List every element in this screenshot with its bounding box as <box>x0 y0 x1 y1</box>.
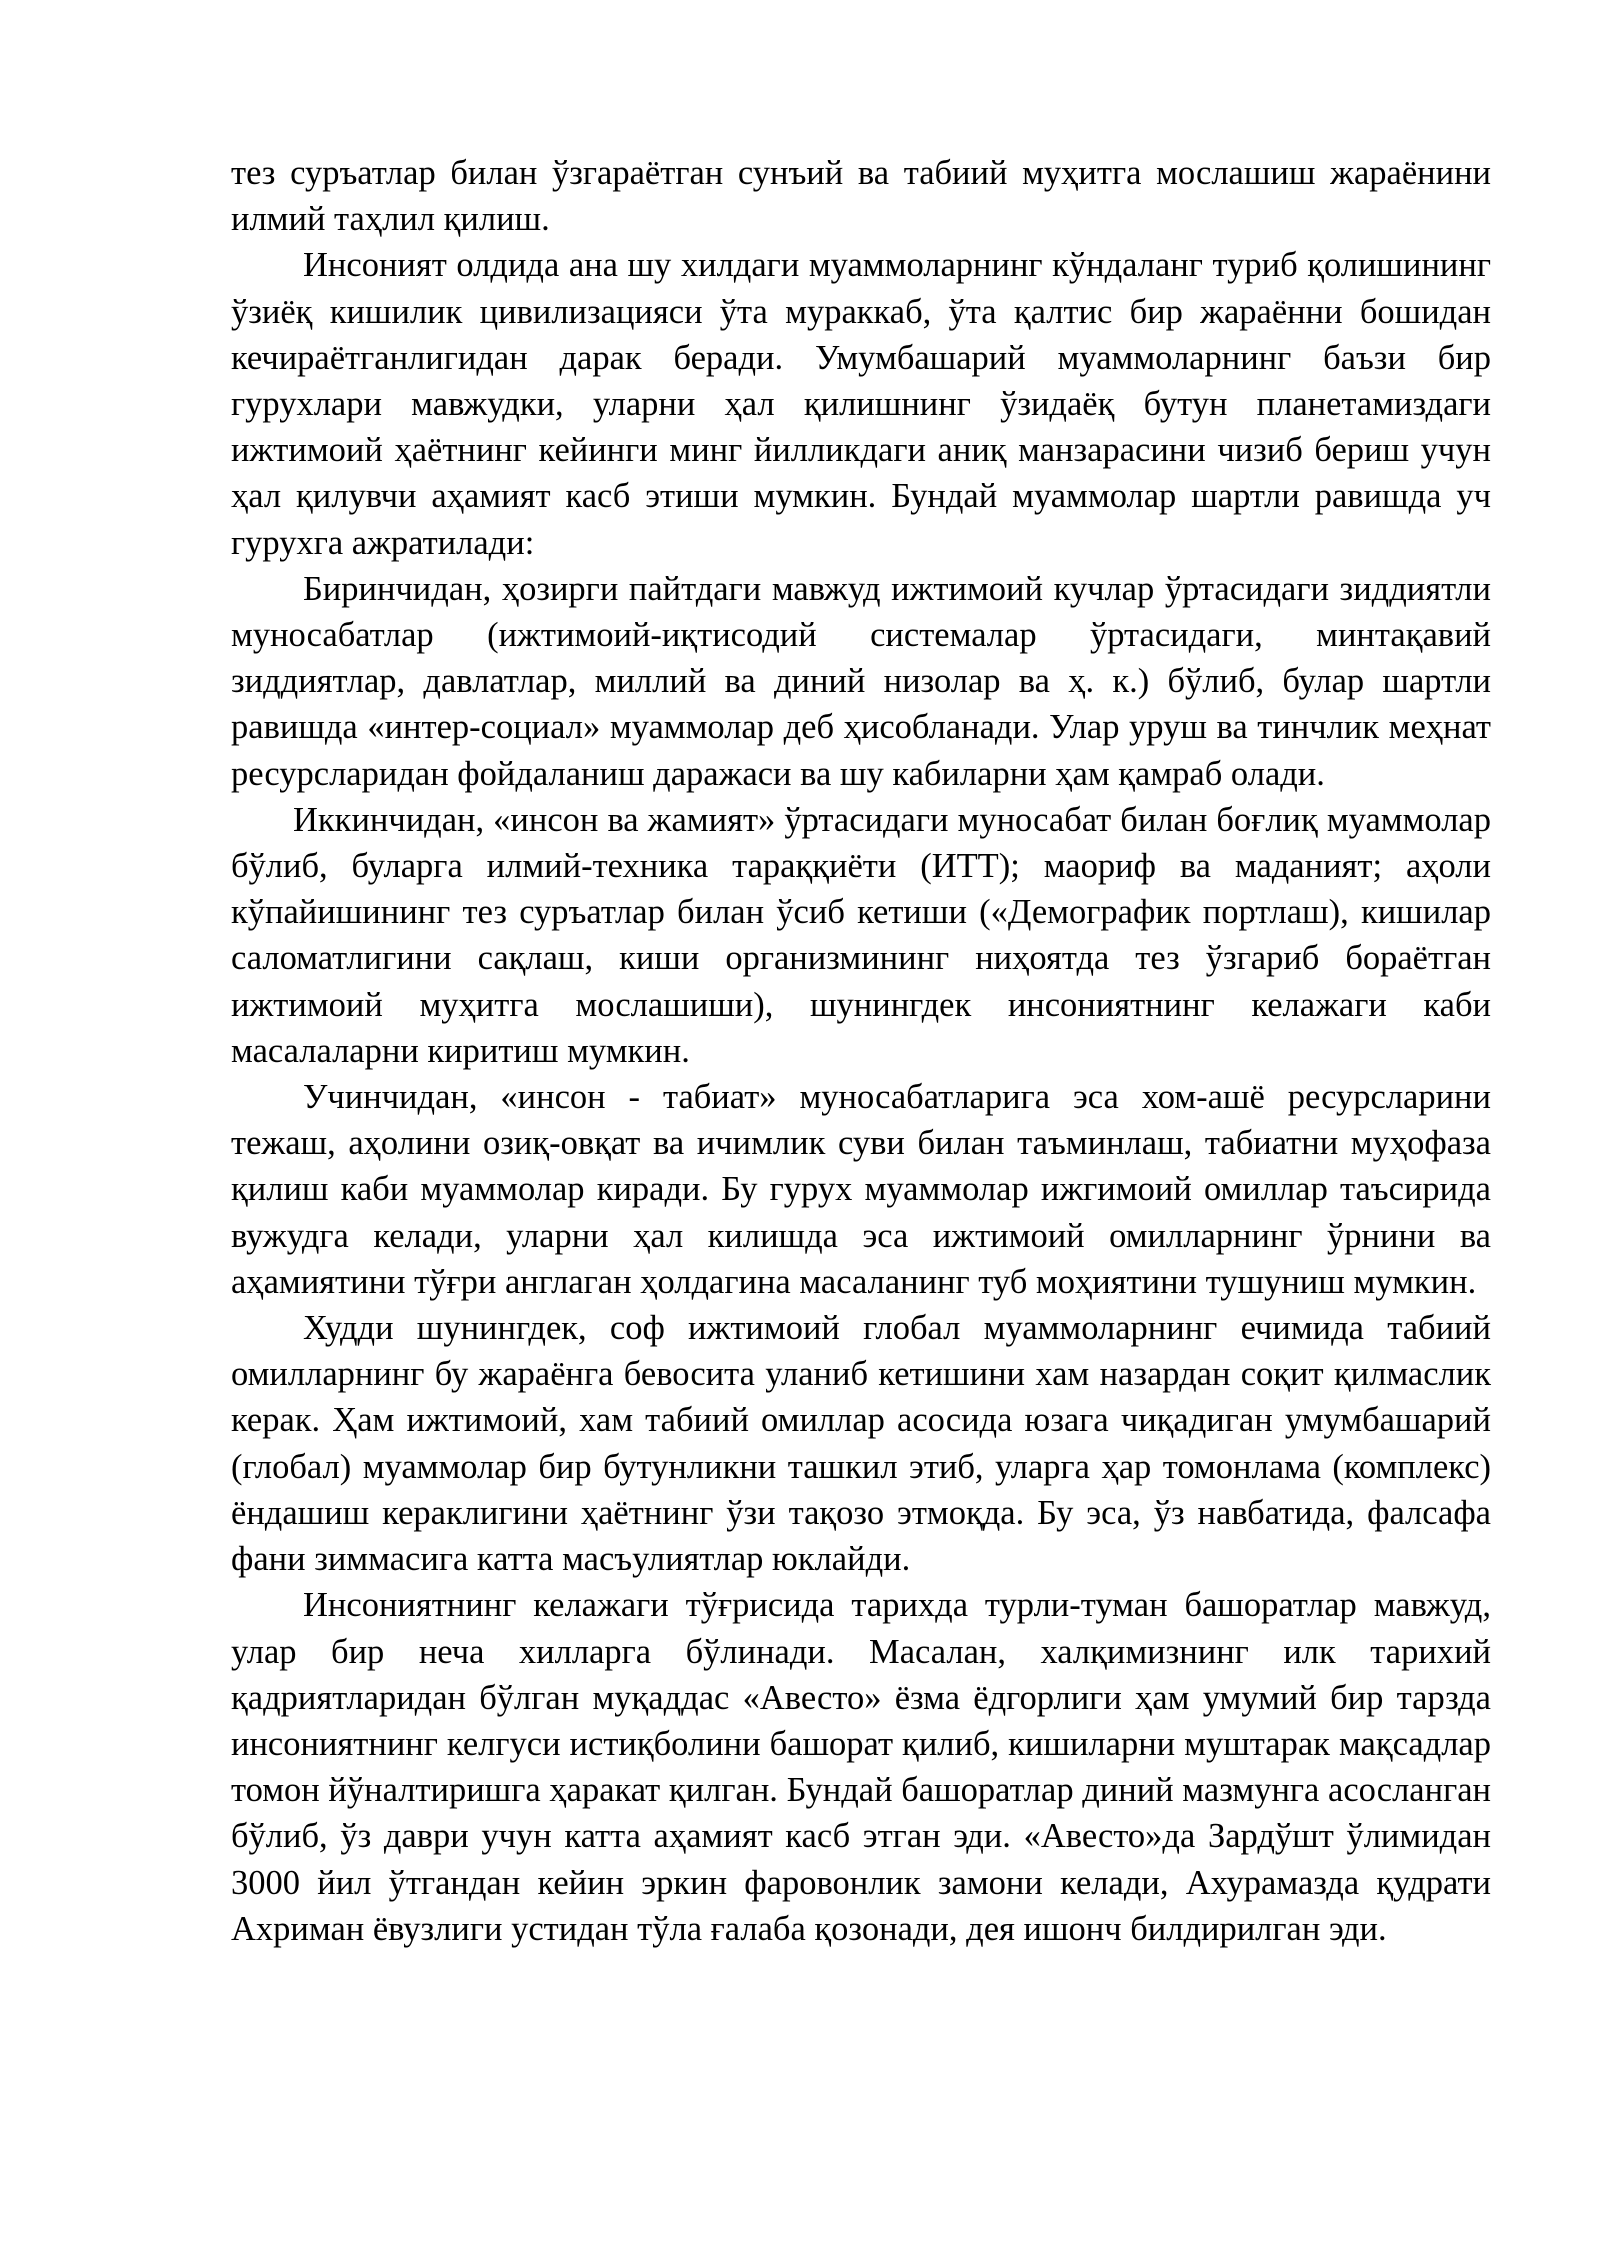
paragraph-1: тез суръатлар билан ўзгараётган сунъий ва табиий муҳитга мослашиш жараёнини илмий таҳлил қилиш. <box>231 154 1491 239</box>
paragraph-2: Инсоният олдида ана шу хилдаги муаммоларнинг кўндаланг туриб қолишининг ўзиёқ кишилик цивилизацияси ўта мураккаб, ўта қалтис бир жараённи бошидан кечираётганлигидан дарак беради. Умумбашарий муаммоларнинг баъзи бир гурухлари мавжудки, уларни ҳал қилишнинг ўзидаёқ бутун планетамиздаги ижтимоий ҳаётнинг кейинги минг йилликдаги аниқ манзарасини чизиб бериш учун ҳал қилувчи аҳамият касб этиши мумкин. Бундай муаммолар шартли равишда уч гурухга ажратилади: <box>231 246 1491 562</box>
paragraph-6: Худди шунингдек, соф ижтимоий глобал муаммоларнинг ечимида табиий омилларнинг бу жараёнга бевосита уланиб кетишини хам назардан соқит қилмаслик керак. Ҳам ижтимоий, хам табиий омиллар асосида юзага чиқадиган умумбашарий (глобал) муаммолар бир бутунликни ташкил этиб, уларга ҳар томонлама (комплекс) ёндашиш кераклигини ҳаётнинг ўзи тақозо этмоқда. Бу эса, ўз навбатида, фалсафа фани зиммасига катта масъулиятлар юклайди. <box>231 1309 1491 1579</box>
document-body <box>231 150 1491 1952</box>
paragraph-5: Учинчидан, «инсон - табиат» муносабатларига эса хом-ашё ресурсларини тежаш, аҳолини озиқ-овқат ва ичимлик суви билан таъминлаш, табиатни муҳофаза қилиш каби муаммолар киради. Бу гурух муаммолар ижгимоий омиллар таъсирида вужудга келади, уларни ҳал килишда эса ижтимоий омилларнинг ўрнини ва аҳамиятини тўғри англаган ҳолдагина масаланинг туб моҳиятини тушуниш мумкин. <box>231 1078 1491 1301</box>
paragraph-3: Биринчидан, ҳозирги пайтдаги мавжуд ижтимоий кучлар ўртасидаги зиддиятли муносабатлар (ижтимоий-иқтисодий системалар ўртасидаги, минтақавий зиддиятлар, давлатлар, миллий ва диний низолар ва ҳ. к.) бўлиб, булар шартли равишда «интер-социал» муаммолар деб ҳисобланади. Улар уруш ва тинчлик меҳнат ресурсларидан фойдаланиш даражаси ва шу кабиларни ҳам қамраб олади. <box>231 569 1491 793</box>
paragraph-4: Иккинчидан, «инсон ва жамият» ўртасидаги муносабат билан боғлиқ муаммолар бўлиб, буларга илмий-техника тараққиёти (ИТТ); маориф ва маданият; аҳоли кўпайишининг тез суръатлар билан ўсиб кетиши («Демографик портлаш), кишилар саломатлигини сақлаш, киши организмининг ниҳоятда тез ўзгариб бораётган ижтимоий муҳитга мослашиши), шунингдек инсониятнинг келажаги каби масалаларни киритиш мумкин. <box>231 800 1491 1070</box>
paragraph-7: Инсониятнинг келажаги тўғрисида тарихда турли-туман башоратлар мавжуд, улар бир неча хилларга бўлинади. Масалан, халқимизнинг илк тарихий қадриятларидан бўлган муқаддас «Авесто» ёзма ёдгорлиги ҳам умумий бир тарзда инсониятнинг келгуси истиқболини башорат қилиб, кишиларни муштарак мақсадлар томон йўналтиришга ҳаракат қилган. Бундай башоратлар диний мазмунга асосланган бўлиб, ўз даври учун катта аҳамият касб этган эди. «Авесто»да Зардўшт ўлимидан 3000 йил ўтгандан кейин эркин фаровонлик замони келади, Ахурамазда қудрати Ахриман ёвузлиги устидан тўла ғалаба қозонади, дея ишонч билдирилган эди. <box>231 1586 1491 1948</box>
